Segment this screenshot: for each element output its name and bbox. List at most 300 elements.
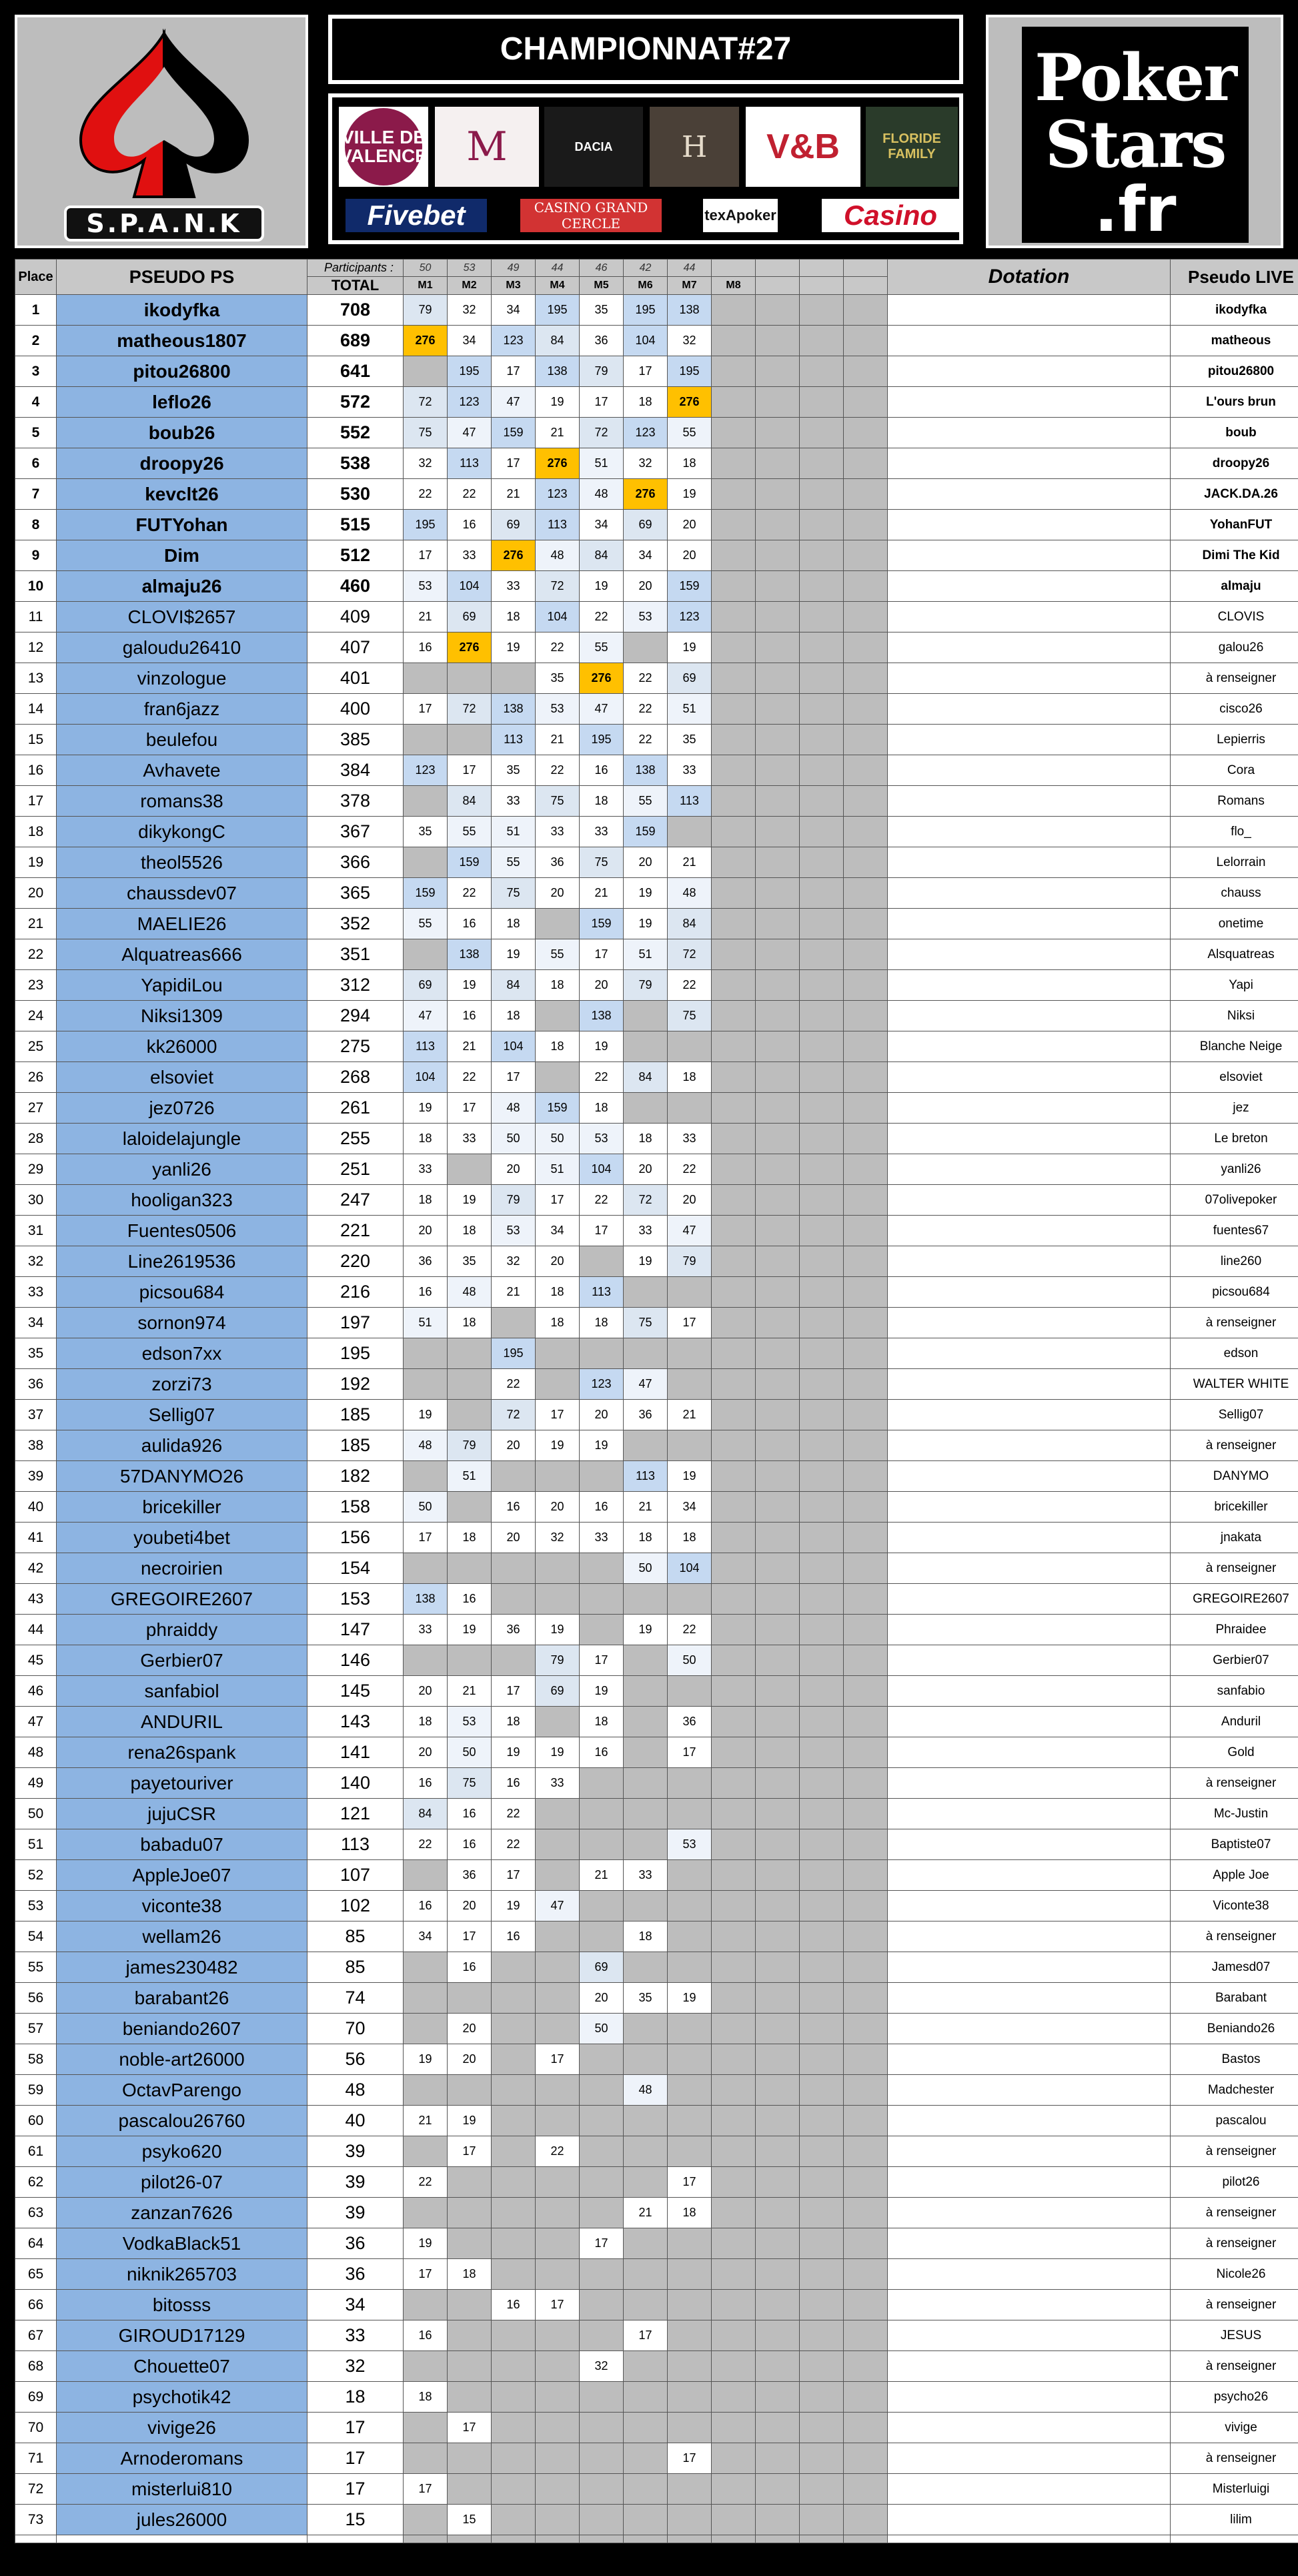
place-cell: 36	[15, 1369, 57, 1400]
pseudo-ps-cell: sanfabiol	[57, 1676, 307, 1707]
pseudo-ps-cell: fran6jazz	[57, 694, 307, 725]
score-m7-cell: 19	[668, 1983, 712, 2014]
table-row	[15, 295, 1298, 326]
place-cell: 12	[15, 632, 57, 663]
score-m2-cell: 15	[448, 2505, 492, 2535]
pseudo-ps-cell: psyko620	[57, 2136, 307, 2167]
score-m6-cell	[624, 2014, 668, 2044]
dotation-cell	[888, 356, 1171, 387]
score-m7-cell	[668, 2075, 712, 2106]
score-m8-cell	[712, 1799, 756, 1829]
dotation-cell	[888, 1737, 1171, 1768]
score-m2-cell: 16	[448, 909, 492, 939]
score-m8-cell	[712, 1308, 756, 1338]
pseudo-ps-cell: YapidiLou	[57, 970, 307, 1001]
score-m4-cell	[536, 1921, 580, 1952]
pseudo-live-cell: YohanFUT	[1171, 510, 1298, 540]
pseudo-ps-cell: zanzan7626	[57, 2198, 307, 2228]
score-m2-cell	[448, 1400, 492, 1430]
score-m7-cell: 84	[668, 909, 712, 939]
score-m3-cell: 34	[492, 295, 536, 326]
footer-cell	[756, 2535, 800, 2543]
extra-cell	[756, 1829, 800, 1860]
score-m7-cell	[668, 2474, 712, 2505]
score-m5-cell	[580, 1553, 624, 1584]
pseudo-live-cell: pitou26800	[1171, 356, 1298, 387]
dotation-cell	[888, 1369, 1171, 1400]
extra-cell	[756, 1001, 800, 1031]
extra-cell	[844, 479, 888, 510]
pseudo-ps-cell: jez0726	[57, 1093, 307, 1124]
score-m5-cell: 104	[580, 1154, 624, 1185]
footer-cell	[448, 2535, 492, 2543]
extra-cell	[800, 1492, 844, 1523]
score-m2-cell: 16	[448, 1952, 492, 1983]
score-m1-cell: 18	[404, 1124, 448, 1154]
dotation-cell	[888, 1185, 1171, 1216]
extra-cell	[844, 1461, 888, 1492]
score-m3-cell: 276	[492, 540, 536, 571]
extra-cell	[800, 2443, 844, 2474]
score-m1-cell: 33	[404, 1615, 448, 1645]
score-m3-cell: 75	[492, 878, 536, 909]
extra-cell	[800, 1246, 844, 1277]
header-participants: Participants :	[307, 260, 404, 277]
extra-cell	[800, 786, 844, 817]
extra-cell	[800, 2505, 844, 2535]
pseudo-live-cell: fuentes67	[1171, 1216, 1298, 1246]
total-cell: 32	[307, 2351, 404, 2382]
extra-cell	[756, 1891, 800, 1921]
extra-cell	[800, 1645, 844, 1676]
score-m2-cell	[448, 725, 492, 755]
score-m7-cell: 19	[668, 1461, 712, 1492]
score-m6-cell	[624, 1768, 668, 1799]
table-row	[15, 1523, 1298, 1553]
score-m4-cell: 51	[536, 1154, 580, 1185]
score-m3-cell: 104	[492, 1031, 536, 1062]
score-m7-cell	[668, 2136, 712, 2167]
score-m1-cell: 18	[404, 1707, 448, 1737]
pseudo-ps-cell: Arnoderomans	[57, 2443, 307, 2474]
score-m6-cell	[624, 2474, 668, 2505]
table-row	[15, 1921, 1298, 1952]
dotation-cell	[888, 1246, 1171, 1277]
pseudo-live-cell: Dimi The Kid	[1171, 540, 1298, 571]
score-m5-cell	[580, 2413, 624, 2443]
score-m7-cell	[668, 2014, 712, 2044]
extra-cell	[800, 510, 844, 540]
dotation-cell	[888, 1062, 1171, 1093]
score-m3-cell: 32	[492, 1246, 536, 1277]
score-m5-cell: 20	[580, 1983, 624, 2014]
extra-cell	[756, 2136, 800, 2167]
table-row	[15, 1676, 1298, 1707]
dotation-cell	[888, 1645, 1171, 1676]
score-m3-cell: 50	[492, 1124, 536, 1154]
score-m4-cell: 36	[536, 847, 580, 878]
dotation-cell	[888, 295, 1171, 326]
table-row	[15, 326, 1298, 356]
extra-cell	[756, 878, 800, 909]
pseudo-live-cell: jnakata	[1171, 1523, 1298, 1553]
extra-cell	[800, 1308, 844, 1338]
score-m8-cell	[712, 632, 756, 663]
total-cell: 352	[307, 909, 404, 939]
score-m8-cell	[712, 2290, 756, 2320]
score-m1-cell	[404, 1461, 448, 1492]
sponsor-floride-logo: FLORIDE FAMILY	[866, 107, 958, 187]
place-cell: 62	[15, 2167, 57, 2198]
score-m8-cell	[712, 1860, 756, 1891]
score-m1-cell	[404, 2351, 448, 2382]
pseudo-ps-cell: vivige26	[57, 2413, 307, 2443]
extra-cell	[844, 2320, 888, 2351]
score-m4-cell	[536, 1860, 580, 1891]
place-cell: 26	[15, 1062, 57, 1093]
score-m4-cell: 22	[536, 2136, 580, 2167]
table-row	[15, 2167, 1298, 2198]
extra-cell	[756, 1952, 800, 1983]
total-cell: 512	[307, 540, 404, 571]
extra-cell	[800, 295, 844, 326]
score-m8-cell	[712, 1737, 756, 1768]
score-m8-cell	[712, 1124, 756, 1154]
place-cell: 69	[15, 2382, 57, 2413]
score-m6-cell	[624, 1584, 668, 1615]
table-row	[15, 1308, 1298, 1338]
extra-cell	[756, 1369, 800, 1400]
pseudo-live-cell: Madchester	[1171, 2075, 1298, 2106]
total-cell: 182	[307, 1461, 404, 1492]
extra-cell	[756, 2290, 800, 2320]
total-cell: 220	[307, 1246, 404, 1277]
score-m8-cell	[712, 1400, 756, 1430]
score-m1-cell: 18	[404, 2382, 448, 2413]
score-m3-cell: 20	[492, 1430, 536, 1461]
extra-cell	[844, 510, 888, 540]
total-cell: 156	[307, 1523, 404, 1553]
participants-m7: 44	[668, 260, 712, 277]
score-m7-cell	[668, 1799, 712, 1829]
extra-cell	[800, 2413, 844, 2443]
extra-cell	[756, 1338, 800, 1369]
score-m2-cell	[448, 2320, 492, 2351]
score-m8-cell	[712, 2167, 756, 2198]
extra-cell	[844, 1799, 888, 1829]
table-row	[15, 1553, 1298, 1584]
spank-logo	[15, 15, 308, 248]
place-cell: 15	[15, 725, 57, 755]
place-cell: 61	[15, 2136, 57, 2167]
table-row	[15, 694, 1298, 725]
place-cell: 60	[15, 2106, 57, 2136]
score-m5-cell: 195	[580, 725, 624, 755]
score-m6-cell: 50	[624, 1553, 668, 1584]
score-m8-cell	[712, 2474, 756, 2505]
score-m6-cell	[624, 1799, 668, 1829]
extra-cell	[800, 2075, 844, 2106]
table-row	[15, 1768, 1298, 1799]
extra-cell	[756, 295, 800, 326]
dotation-cell	[888, 326, 1171, 356]
score-m7-cell: 17	[668, 1308, 712, 1338]
extra-cell	[756, 1492, 800, 1523]
score-m4-cell: 21	[536, 725, 580, 755]
score-m1-cell: 20	[404, 1216, 448, 1246]
footer-cell	[668, 2535, 712, 2543]
score-m4-cell: 84	[536, 326, 580, 356]
score-m3-cell	[492, 2505, 536, 2535]
pseudo-live-cell: Viconte38	[1171, 1891, 1298, 1921]
place-cell: 34	[15, 1308, 57, 1338]
extra-cell	[800, 1185, 844, 1216]
score-m5-cell: 20	[580, 1400, 624, 1430]
place-cell: 23	[15, 970, 57, 1001]
extra-cell	[844, 540, 888, 571]
place-cell: 5	[15, 418, 57, 448]
dotation-cell	[888, 418, 1171, 448]
score-m4-cell: 195	[536, 295, 580, 326]
total-cell: 515	[307, 510, 404, 540]
dotation-cell	[888, 2474, 1171, 2505]
pseudo-ps-cell: FUTYohan	[57, 510, 307, 540]
extra-cell	[844, 602, 888, 632]
place-cell: 41	[15, 1523, 57, 1553]
score-m3-cell	[492, 2136, 536, 2167]
dotation-cell	[888, 479, 1171, 510]
extra-cell	[844, 1369, 888, 1400]
participants-m1: 50	[404, 260, 448, 277]
extra-cell	[756, 571, 800, 602]
score-m8-cell	[712, 2320, 756, 2351]
extra-cell	[756, 1553, 800, 1584]
score-m6-cell: 18	[624, 387, 668, 418]
score-m7-cell	[668, 2320, 712, 2351]
score-m8-cell	[712, 1676, 756, 1707]
score-m7-cell: 18	[668, 1062, 712, 1093]
score-m2-cell: 33	[448, 540, 492, 571]
extra-cell	[800, 1216, 844, 1246]
score-m6-cell	[624, 1891, 668, 1921]
header-m6: M6	[624, 277, 668, 295]
score-m7-cell: 34	[668, 1492, 712, 1523]
table-row	[15, 632, 1298, 663]
header-total: TOTAL	[307, 277, 404, 295]
dotation-cell	[888, 1707, 1171, 1737]
extra-cell	[844, 755, 888, 786]
extra-cell	[800, 1952, 844, 1983]
extra-cell	[756, 510, 800, 540]
score-m2-cell: 75	[448, 1768, 492, 1799]
pseudo-live-cell: Yapi	[1171, 970, 1298, 1001]
score-m8-cell	[712, 326, 756, 356]
score-m6-cell: 75	[624, 1308, 668, 1338]
score-m5-cell: 53	[580, 1124, 624, 1154]
score-m1-cell	[404, 1952, 448, 1983]
place-cell: 40	[15, 1492, 57, 1523]
score-m3-cell: 79	[492, 1185, 536, 1216]
extra-cell	[756, 2075, 800, 2106]
extra-cell	[756, 909, 800, 939]
score-m8-cell	[712, 786, 756, 817]
score-m6-cell	[624, 1676, 668, 1707]
score-m7-cell	[668, 1584, 712, 1615]
footer-cell	[492, 2535, 536, 2543]
pseudo-live-cell: Misterluigi	[1171, 2474, 1298, 2505]
score-m2-cell: 19	[448, 1615, 492, 1645]
score-m3-cell: 19	[492, 939, 536, 970]
total-cell: 409	[307, 602, 404, 632]
total-cell: 140	[307, 1768, 404, 1799]
total-cell: 407	[307, 632, 404, 663]
score-m7-cell: 32	[668, 326, 712, 356]
score-m8-cell	[712, 1952, 756, 1983]
score-m6-cell: 20	[624, 1154, 668, 1185]
total-cell: 36	[307, 2228, 404, 2259]
place-cell: 64	[15, 2228, 57, 2259]
place-cell: 68	[15, 2351, 57, 2382]
pseudo-live-cell: line260	[1171, 1246, 1298, 1277]
pseudo-ps-cell: payetouriver	[57, 1768, 307, 1799]
score-m3-cell: 33	[492, 571, 536, 602]
extra-cell	[800, 1124, 844, 1154]
extra-cell	[756, 1461, 800, 1492]
dotation-cell	[888, 1400, 1171, 1430]
score-m7-cell	[668, 2106, 712, 2136]
extra-cell	[756, 356, 800, 387]
score-m2-cell: 48	[448, 1277, 492, 1308]
score-m7-cell	[668, 2290, 712, 2320]
score-m4-cell	[536, 2228, 580, 2259]
score-m1-cell: 21	[404, 2106, 448, 2136]
score-m1-cell: 113	[404, 1031, 448, 1062]
total-cell: 85	[307, 1921, 404, 1952]
score-m2-cell	[448, 2167, 492, 2198]
pseudo-ps-cell: psychotik42	[57, 2382, 307, 2413]
score-m2-cell: 18	[448, 1523, 492, 1553]
place-cell: 58	[15, 2044, 57, 2075]
score-m1-cell	[404, 1553, 448, 1584]
score-m6-cell: 48	[624, 2075, 668, 2106]
extra-cell	[756, 1246, 800, 1277]
score-m5-cell	[580, 1246, 624, 1277]
table-row	[15, 2505, 1298, 2535]
place-cell: 35	[15, 1338, 57, 1369]
extra-cell	[756, 448, 800, 479]
score-m2-cell: 21	[448, 1031, 492, 1062]
score-m7-cell: 19	[668, 479, 712, 510]
score-m4-cell: 17	[536, 1400, 580, 1430]
score-m5-cell: 18	[580, 1093, 624, 1124]
dotation-cell	[888, 602, 1171, 632]
score-m2-cell: 33	[448, 1124, 492, 1154]
place-cell: 8	[15, 510, 57, 540]
table-row	[15, 1952, 1298, 1983]
score-m6-cell	[624, 1707, 668, 1737]
extra-cell	[844, 1891, 888, 1921]
score-m2-cell: 53	[448, 1707, 492, 1737]
pseudo-ps-cell: edson7xx	[57, 1338, 307, 1369]
score-m6-cell	[624, 1737, 668, 1768]
score-m5-cell: 16	[580, 1737, 624, 1768]
place-cell: 67	[15, 2320, 57, 2351]
extra-cell	[756, 2044, 800, 2075]
score-m2-cell: 50	[448, 1737, 492, 1768]
score-m8-cell	[712, 448, 756, 479]
table-row	[15, 479, 1298, 510]
score-m1-cell	[404, 2443, 448, 2474]
spade-icon	[54, 27, 274, 207]
score-m1-cell	[404, 2075, 448, 2106]
sponsor-boutique-logo: M	[435, 107, 539, 187]
score-m8-cell	[712, 2259, 756, 2290]
score-m7-cell: 53	[668, 1829, 712, 1860]
score-m7-cell: 18	[668, 1523, 712, 1553]
score-m2-cell	[448, 2290, 492, 2320]
score-m5-cell: 18	[580, 786, 624, 817]
extra-cell	[800, 694, 844, 725]
table-row	[15, 1154, 1298, 1185]
score-m4-cell: 47	[536, 1891, 580, 1921]
table-body	[15, 295, 1298, 2543]
score-m2-cell: 20	[448, 1891, 492, 1921]
header-blank-4	[756, 277, 800, 295]
score-m5-cell: 21	[580, 878, 624, 909]
extra-cell	[800, 2320, 844, 2351]
pseudo-ps-cell: jules26000	[57, 2505, 307, 2535]
score-m4-cell: 21	[536, 418, 580, 448]
extra-cell	[756, 326, 800, 356]
pseudo-ps-cell: ikodyfka	[57, 295, 307, 326]
extra-cell	[844, 1860, 888, 1891]
total-cell: 113	[307, 1829, 404, 1860]
score-m1-cell: 17	[404, 540, 448, 571]
table-row	[15, 2259, 1298, 2290]
extra-cell	[844, 1124, 888, 1154]
score-m4-cell: 48	[536, 540, 580, 571]
extra-cell	[756, 847, 800, 878]
score-m2-cell: 55	[448, 817, 492, 847]
extra-cell	[800, 1891, 844, 1921]
total-cell: 192	[307, 1369, 404, 1400]
extra-cell	[756, 2443, 800, 2474]
total-cell: 107	[307, 1860, 404, 1891]
score-m1-cell: 276	[404, 326, 448, 356]
total-cell: 153	[307, 1584, 404, 1615]
participants-m6: 42	[624, 260, 668, 277]
total-cell: 146	[307, 1645, 404, 1676]
extra-cell	[756, 2228, 800, 2259]
score-m8-cell	[712, 1001, 756, 1031]
score-m4-cell	[536, 1707, 580, 1737]
score-m5-cell: 22	[580, 1185, 624, 1216]
total-cell: 460	[307, 571, 404, 602]
score-m4-cell: 19	[536, 387, 580, 418]
place-cell: 53	[15, 1891, 57, 1921]
extra-cell	[800, 2136, 844, 2167]
extra-cell	[756, 725, 800, 755]
dotation-cell	[888, 1492, 1171, 1523]
score-m8-cell	[712, 2413, 756, 2443]
table-row	[15, 2290, 1298, 2320]
dotation-cell	[888, 1983, 1171, 2014]
score-m2-cell: 84	[448, 786, 492, 817]
score-m5-cell: 47	[580, 694, 624, 725]
score-m5-cell	[580, 1461, 624, 1492]
pseudo-ps-cell: theol5526	[57, 847, 307, 878]
score-m4-cell: 17	[536, 2044, 580, 2075]
